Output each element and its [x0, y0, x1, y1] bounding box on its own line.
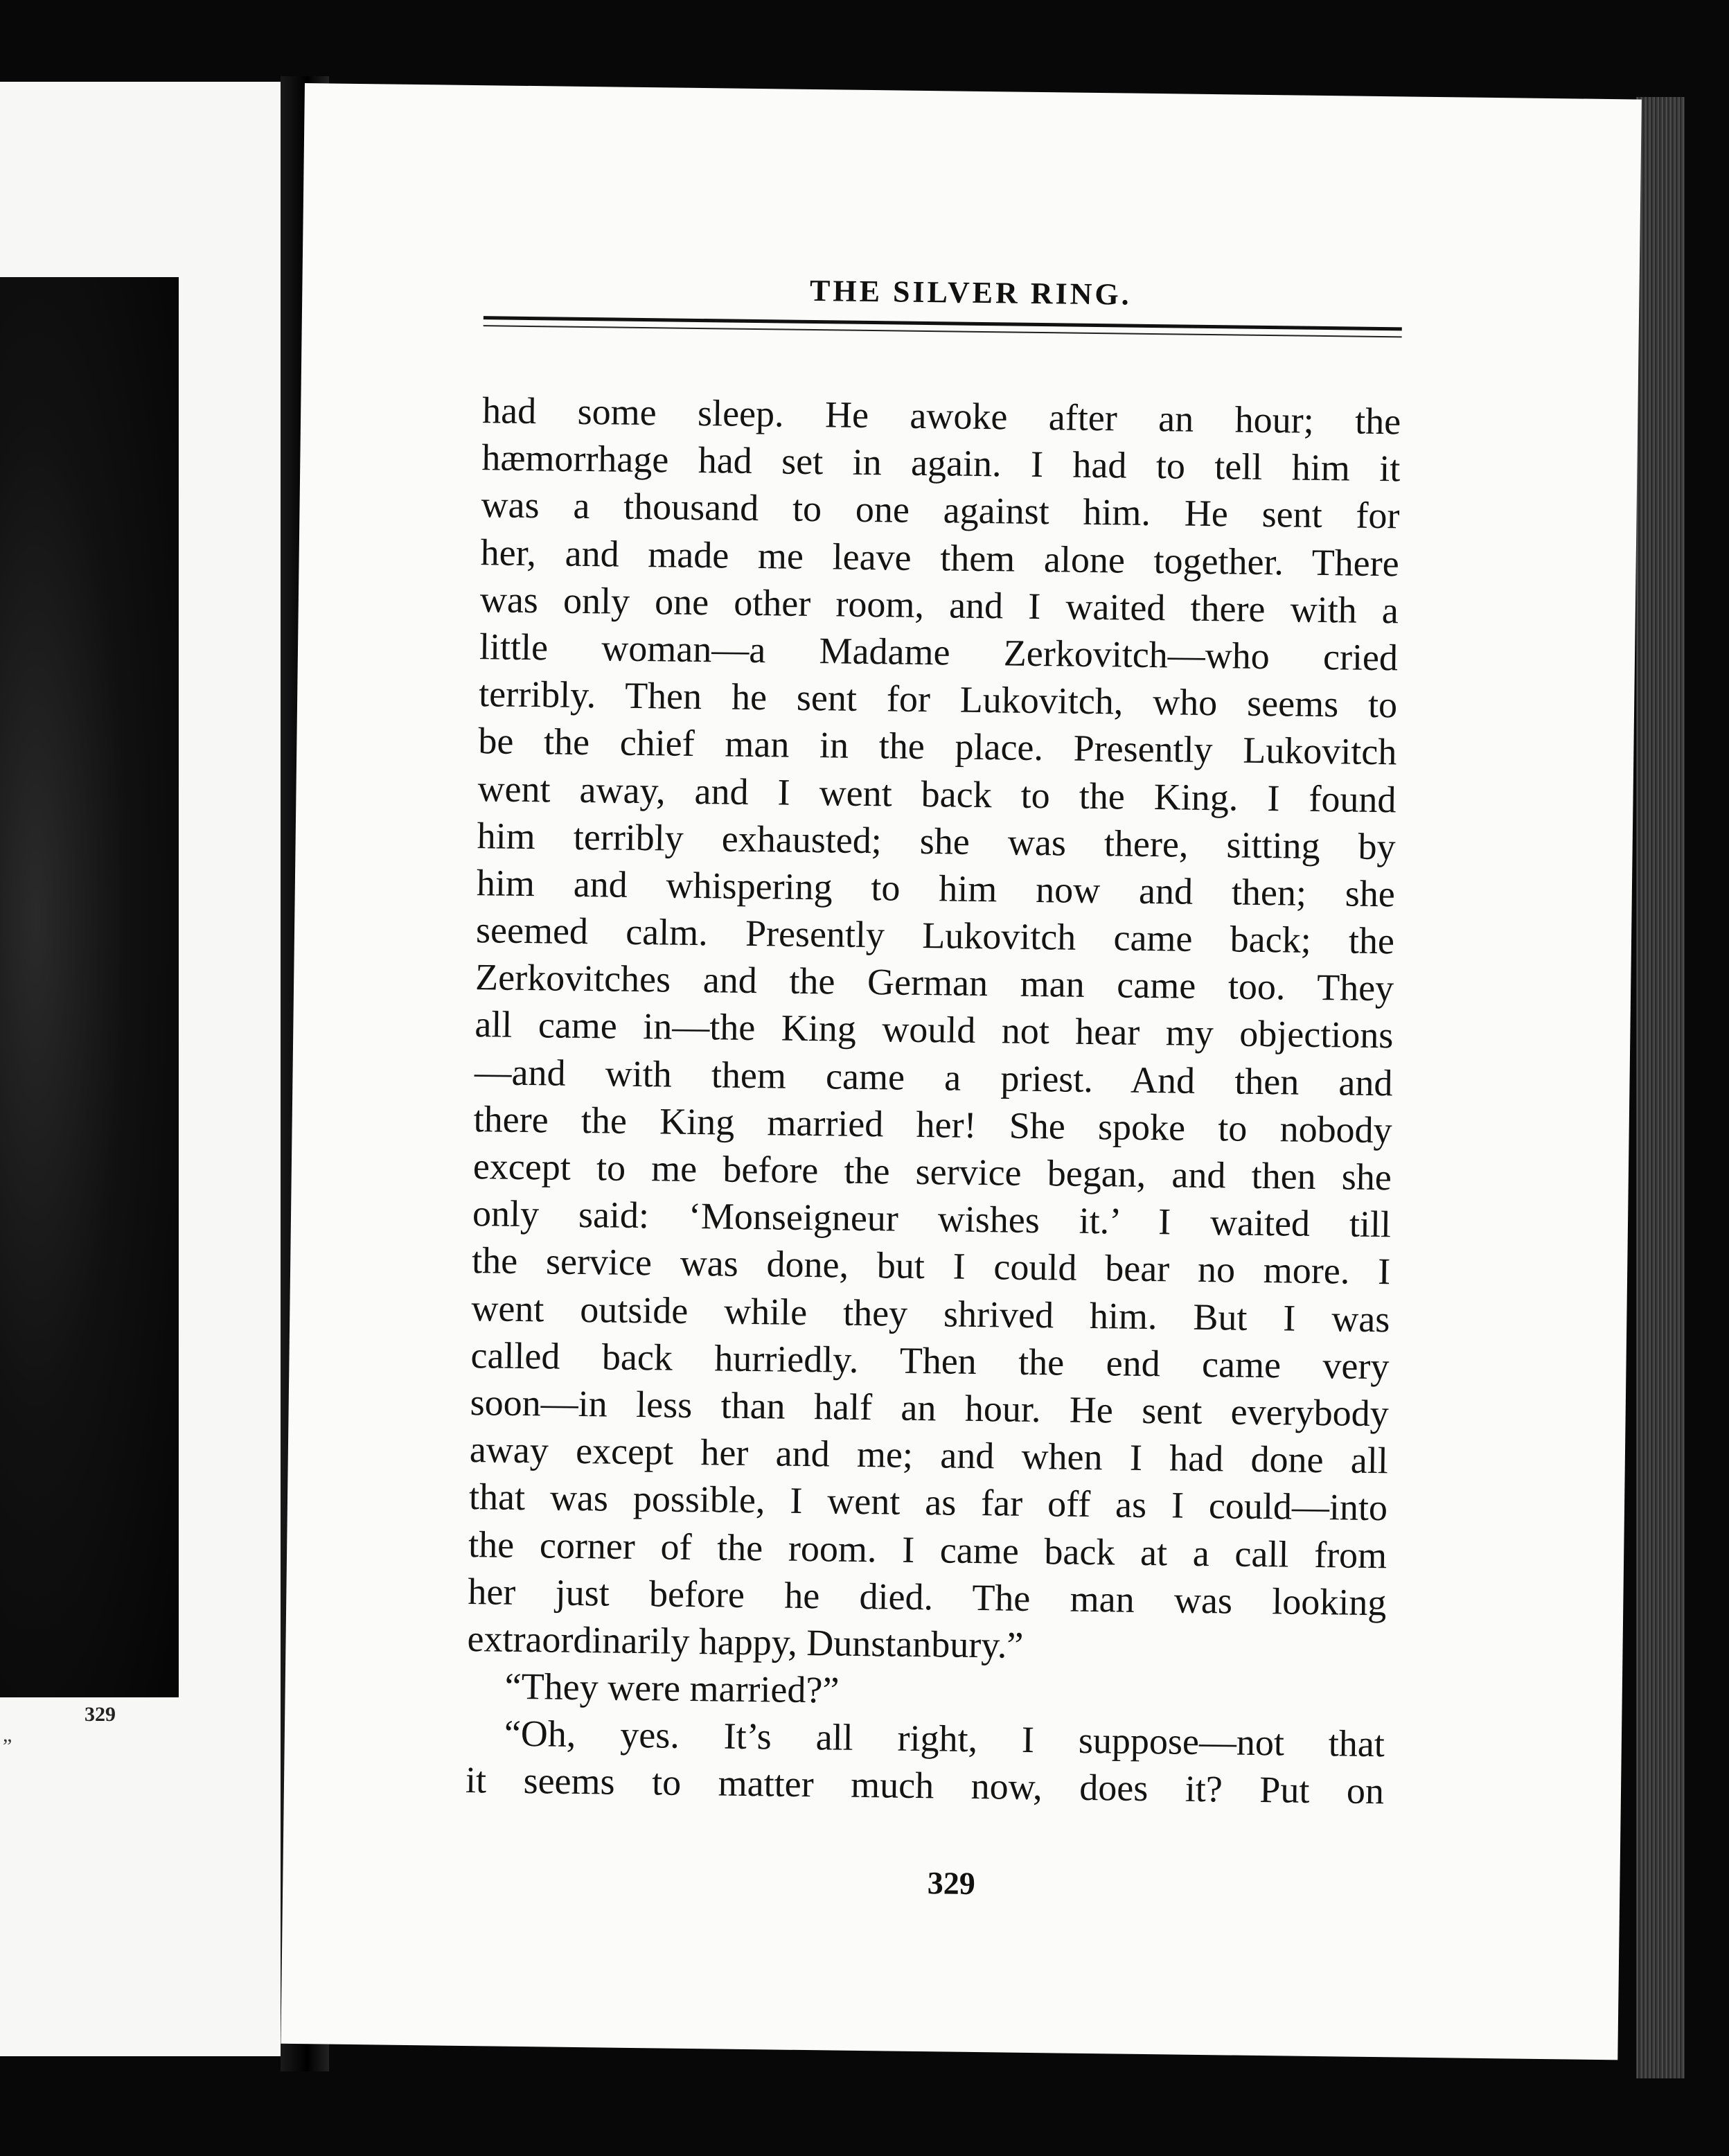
- page-number: 329: [927, 1865, 976, 1902]
- text-line: soon—in less than half an hour. He sent everybody: [470, 1381, 1390, 1435]
- text-line: hæmorrhage had set in again. I had to tell him it: [481, 436, 1401, 490]
- left-page: [0, 82, 281, 2056]
- left-page-quote-mark: ”: [3, 1735, 12, 1758]
- text-line: him and whispering to him now and then; she: [476, 861, 1396, 915]
- text-line: her, and made me leave them alone together. There: [480, 531, 1400, 584]
- page-edges: [1636, 97, 1685, 2078]
- text-line: except to me before the service began, and then she: [472, 1145, 1392, 1199]
- text-line: only said: ‘Monseigneur wishes it.’ I waited till: [472, 1192, 1392, 1246]
- text-line: there the King married her! She spoke to nobody: [473, 1097, 1393, 1151]
- right-page: [281, 83, 1641, 2060]
- text-line: little woman—a Madame Zerkovitch—who cried: [479, 626, 1399, 679]
- left-page-illustration-plate: [0, 277, 179, 1697]
- header-rule-thick: [484, 316, 1402, 330]
- text-line: Zerkovitches and the German man came too. They: [475, 956, 1394, 1009]
- text-line: away except her and me; and when I had done all: [469, 1429, 1389, 1482]
- text-line: terribly. Then he sent for Lukovitch, who seems to: [478, 673, 1398, 726]
- text-line: the corner of the room. I came back at a call from: [468, 1523, 1387, 1576]
- text-line: —and with them came a priest. And then and: [474, 1050, 1393, 1104]
- text-line: called back hurriedly. Then the end came very: [470, 1334, 1390, 1388]
- text-line: seemed calm. Presently Lukovitch came back; the: [475, 909, 1395, 962]
- text-line: the service was done, but I could bear no more. I: [471, 1239, 1391, 1293]
- header-rule: [484, 316, 1402, 339]
- body-text: [466, 387, 1401, 1815]
- text-line: went away, and I went back to the King. I found: [477, 767, 1396, 820]
- text-line: went outside while they shrived him. But I was: [471, 1287, 1390, 1340]
- text-line: it seems to matter much now, does it? Put on: [465, 1759, 1385, 1812]
- running-head: THE SILVER RING.: [809, 273, 1132, 312]
- text-line: “Oh, yes. It’s all right, I suppose—not that: [504, 1712, 1385, 1765]
- text-line: that was possible, I went as far off as I could—into: [468, 1476, 1388, 1529]
- text-line: be the chief man in the place. Presently Lukovitch: [478, 720, 1397, 773]
- text-line: all came in—the King would not hear my objections: [475, 1003, 1394, 1057]
- text-line: him terribly exhausted; she was there, sitting by: [477, 814, 1396, 868]
- left-page-number: 329: [85, 1703, 116, 1726]
- text-line: her just before he died. The man was looking: [468, 1570, 1387, 1623]
- text-line: was only one other room, and I waited there with a: [479, 578, 1399, 632]
- text-line: was a thousand to one against him. He sent for: [481, 484, 1400, 537]
- text-line: had some sleep. He awoke after an hour; the: [481, 389, 1401, 443]
- text-line: extraordinarily happy, Dunstanbury.”: [467, 1617, 1024, 1666]
- text-line: “They were married?”: [504, 1665, 840, 1711]
